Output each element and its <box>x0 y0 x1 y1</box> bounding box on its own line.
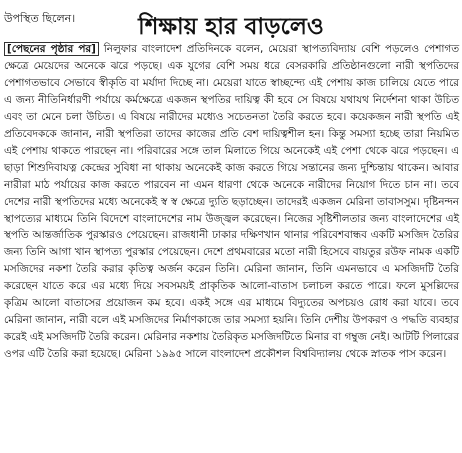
article-body <box>4 41 459 363</box>
continuation-label: [পেছনের পৃষ্ঠার পর] <box>4 42 99 56</box>
previous-article-tail: উপস্থিত ছিলেন। <box>4 12 76 25</box>
headline: শিক্ষায় হার বাড়লেও <box>138 14 324 40</box>
article-text: নিলুফার বাংলাদেশ প্রতিদিনকে বলেন, মেয়েরা স্থাপত্যবিদ্যায় বেশি পড়লেও পেশাগত ক্ষেত্রে মেয়েদের অনেকে ঝরে পড়ছে। এক যুগের বেশি সময় ধরে বেসরকারি প্রতিষ্ঠানগুলো নারী স্থপতিদের পেশাগতভাবে সেভাবে স্বীকৃতি বা মর্যাদা দিচ্ছে না। মেয়েরা যাতে স্বাচ্ছন্দ্যে এই পেশায় কাজ চালিয়ে যেতে পারে এ জন্য নীতিনির্ধারণী পর্যায়ে কর্মক্ষেত্রে একজন স্থপতির দায়িত্ব কী হবে সে বিষয়ে যথাযথ নির্দেশনা থাকা উচিত এবং তা মেনে চলা উচিত। এ বিষয়ে নারীদের মধ্যেও সচেতনতা তৈরি করতে হবে। কয়েকজন নারী স্থপতি এই প্রতিবেদককে জানান, নারী স্থপতিরা তাদের কাজের প্রতি বেশ দায়িত্বশীল হন। কিন্তু সমস্যা হচ্ছে তারা নিয়মিত এই পেশায় থাকতে পারছেন না। পরিবারের সঙ্গে তাল মিলাতে গিয়ে অনেকেই এই পেশা থেকে ঝরে পড়ছেন। এ ছাড়া শিশুদিবাযত্ন কেন্দ্রের সুবিধা না থাকায় অনেকেই কাজ করতে গিয়ে সন্তানের জন্য দুশ্চিন্তায় থাকেন। আবার নারীরা মাঠ পর্যায়ের কাজ করতে পারবেন না এমন ধারণা থেকে অনেকে নারীদের নিয়োগ দিতে চান না। তবে দেশের নারী স্থপতিদের মধ্যে অনেকেই স্ব স্ব ক্ষেত্রে দ্যুতি ছড়াচ্ছেন। তাদেরই একজন মেরিনা তাবাসসুম। দৃষ্টিনন্দন স্থাপত্যের মাধ্যমে তিনি বিদেশে বাংলাদেশের নাম উজ্জ্বল করেছেন। নিজের সৃষ্টিশীলতার জন্য বাংলাদেশের এই স্থপতি আন্তর্জাতিক পুরস্কারও পেয়েছেন। রাজধানী ঢাকার দক্ষিণখান থানার পরিবেশবান্ধব একটি মসজিদ তৈরির জন্য তিনি আগা খান স্থাপত্য পুরস্কার পেয়েছেন। দেশে প্রথমবারের মতো নারী হিসেবে বায়তুর রউফ নামক একটি মসজিদের নকশা তৈরি করার কৃতিত্ব অর্জন করেন তিনি। মেরিনা জানান, তিনি এমনভাবে এ মসজিদটি তৈরি করেছেন যাতে করে এর মধ্যে দিয়ে সবসময়ই প্রাকৃতিক আলো-বাতাস চলাচল করতে পারে। ফলে মুসল্লিদের কৃত্রিম আলো বাতাসের প্রয়োজন কম হবে। একই সঙ্গে এর মাধ্যমে বিদ্যুতের অপচয়ও রোধ করা যাবে। তবে মেরিনা জানান, নারী বলে এই মসজিদের নির্মাণকাজে তার সমস্যা হয়নি। তিনি দেশীয় উপকরণ ও পদ্ধতি ব্যবহার করেই এই মসজিদটি তৈরি করেন। মেরিনার নকশায় তৈরিকৃত মসজিদটিতে মিনার বা গম্বুজ নেই। আটটি পিলারের ওপর এটি তৈরি করা হয়েছে। মেরিনা ১৯৯৫ সালে বাংলাদেশ প্রকৌশল বিশ্ববিদ্যালয় থেকে স্নাতক পাস করেন। <box>4 43 459 361</box>
